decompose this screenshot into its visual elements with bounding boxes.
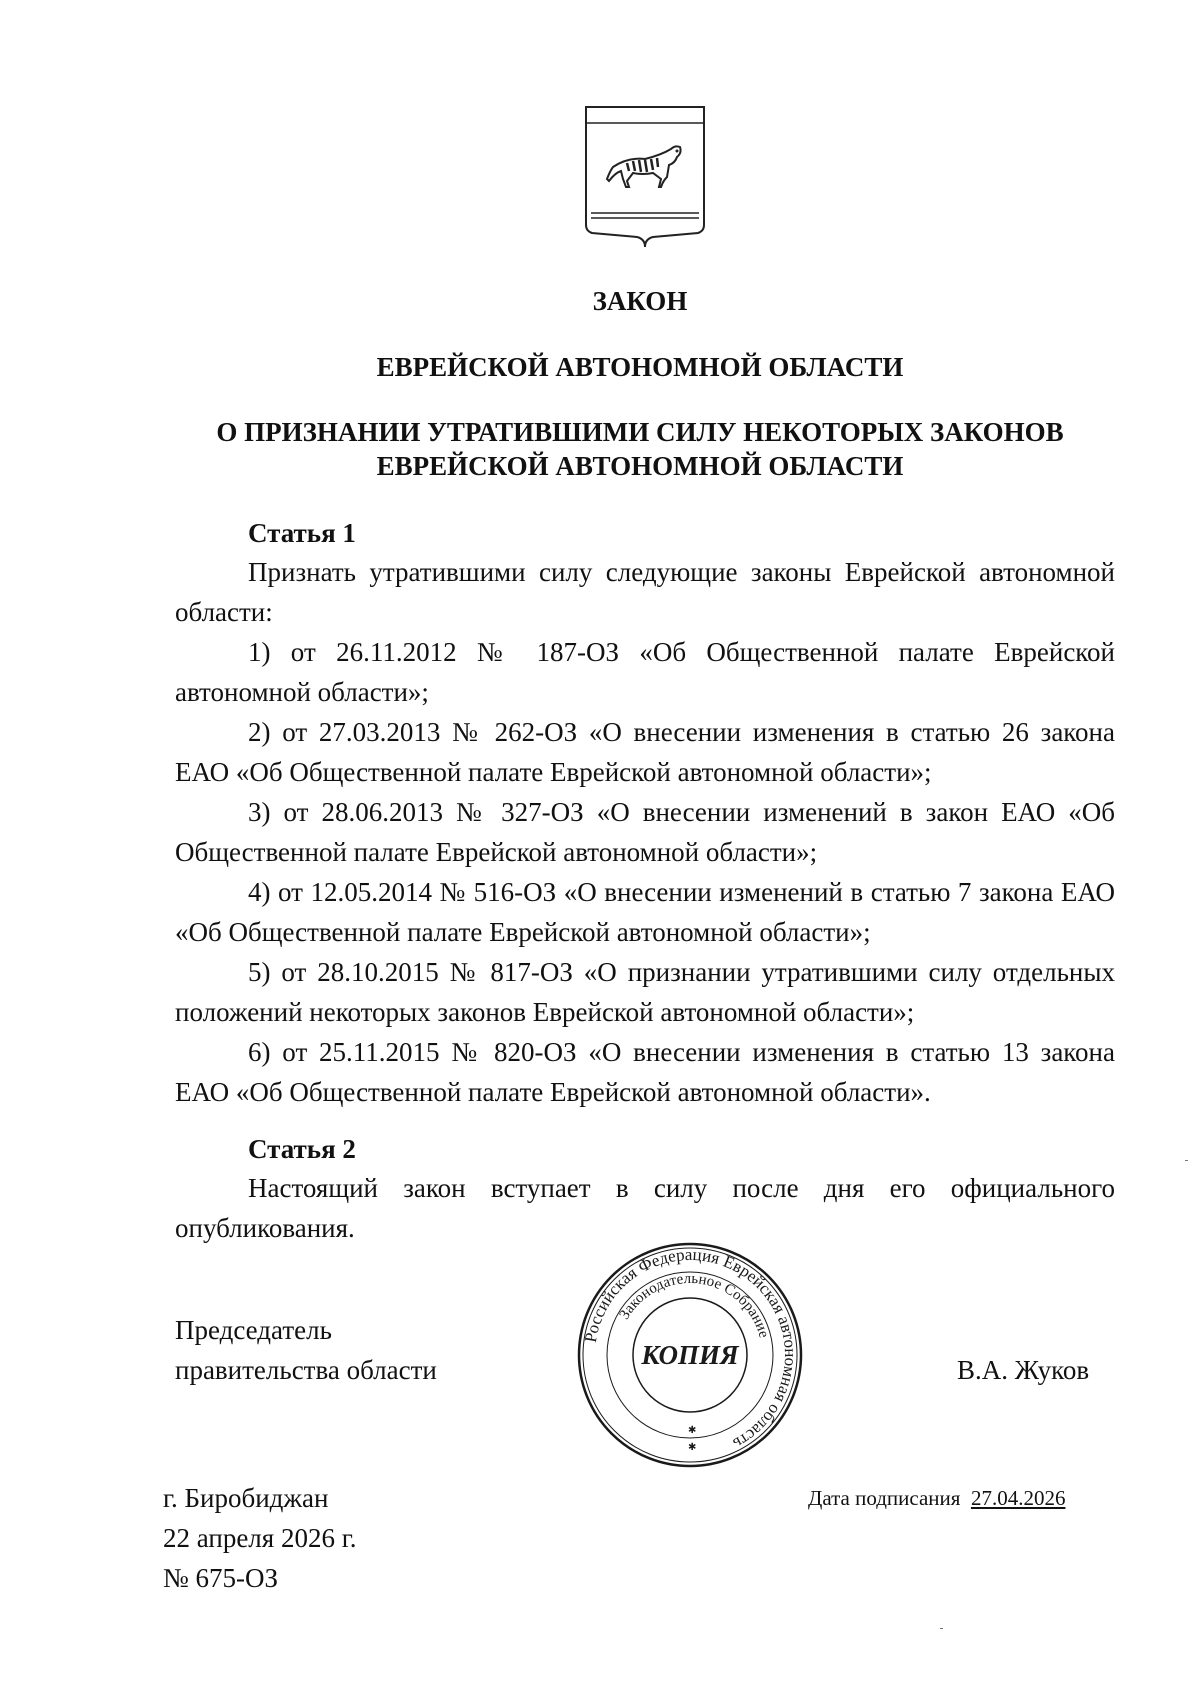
- document-type: ЗАКОН: [592, 286, 688, 316]
- signatory-position-line: правительства области: [175, 1355, 437, 1385]
- issuing-region: ЕВРЕЙСКОЙ АВТОНОМНОЙ ОБЛАСТИ: [376, 352, 904, 382]
- list-item: 3) от 28.06.2013 № 327-ОЗ «О внесении изменений в закон ЕАО «Об Общественной палате Еврейской автономной области»;: [175, 797, 1115, 867]
- star-icon: ✱: [688, 1442, 697, 1453]
- list-item: 5) от 28.10.2015 № 817-ОЗ «О признании утратившими силу отдельных положений некоторых законов Еврейской автономной области»;: [175, 957, 1115, 1027]
- law-title-line: О ПРИЗНАНИИ УТРАТИВШИМИ СИЛУ НЕКОТОРЫХ ЗАКОНОВ: [216, 417, 1064, 447]
- scan-speck: [940, 1628, 943, 1629]
- adoption-date: 22 апреля 2026 г.: [163, 1523, 357, 1553]
- article-2-text: Настоящий закон вступает в силу после дня его официального опубликования.: [175, 1173, 1115, 1243]
- place-date-number: [163, 1478, 356, 1598]
- article-1-heading: Статья 1: [248, 518, 356, 548]
- article-2-heading: Статья 2: [248, 1134, 356, 1164]
- signing-date-label: Дата подписания: [808, 1486, 961, 1510]
- stamp-inner-text: Законодательное Собрание: [616, 1270, 772, 1340]
- list-item: 1) от 26.11.2012 № 187-ОЗ «Об Общественной палате Еврейской автономной области»;: [175, 637, 1115, 707]
- repealed-laws-list: [175, 632, 1115, 1112]
- article-1-intro: Признать утратившими силу следующие законы Еврейской автономной области:: [175, 557, 1115, 627]
- list-item: 4) от 12.05.2014 № 516-ОЗ «О внесении изменений в статью 7 закона ЕАО «Об Общественной палате Еврейской автономной области»;: [175, 877, 1115, 947]
- signing-date: [808, 1484, 1065, 1512]
- official-stamp: [575, 1240, 805, 1470]
- signing-date-value: 27.04.2026: [970, 1486, 1066, 1510]
- stamp-center-text: КОПИЯ: [641, 1340, 739, 1370]
- tiger-icon: [607, 146, 681, 187]
- star-icon: ✱: [688, 1425, 697, 1436]
- signatory-position: [175, 1310, 437, 1390]
- list-item: 2) от 27.03.2013 № 262-ОЗ «О внесении изменения в статью 26 закона ЕАО «Об Общественной палате Еврейской автономной области»;: [175, 717, 1115, 787]
- law-number: № 675-ОЗ: [163, 1563, 279, 1593]
- stamp-outer-text: Российская Федерация Еврейская автономная область: [580, 1244, 801, 1454]
- signatory-position-line: Председатель: [175, 1315, 332, 1345]
- scan-speck: [1185, 1160, 1188, 1161]
- coat-of-arms-emblem: [583, 105, 707, 255]
- city: г. Биробиджан: [163, 1483, 329, 1513]
- list-item: 6) от 25.11.2015 № 820-ОЗ «О внесении изменения в статью 13 закона ЕАО «Об Общественной палате Еврейской автономной области».: [175, 1037, 1115, 1107]
- signatory-name: В.А. Жуков: [957, 1355, 1090, 1385]
- law-title: [130, 415, 1150, 483]
- law-title-line: ЕВРЕЙСКОЙ АВТОНОМНОЙ ОБЛАСТИ: [376, 451, 904, 481]
